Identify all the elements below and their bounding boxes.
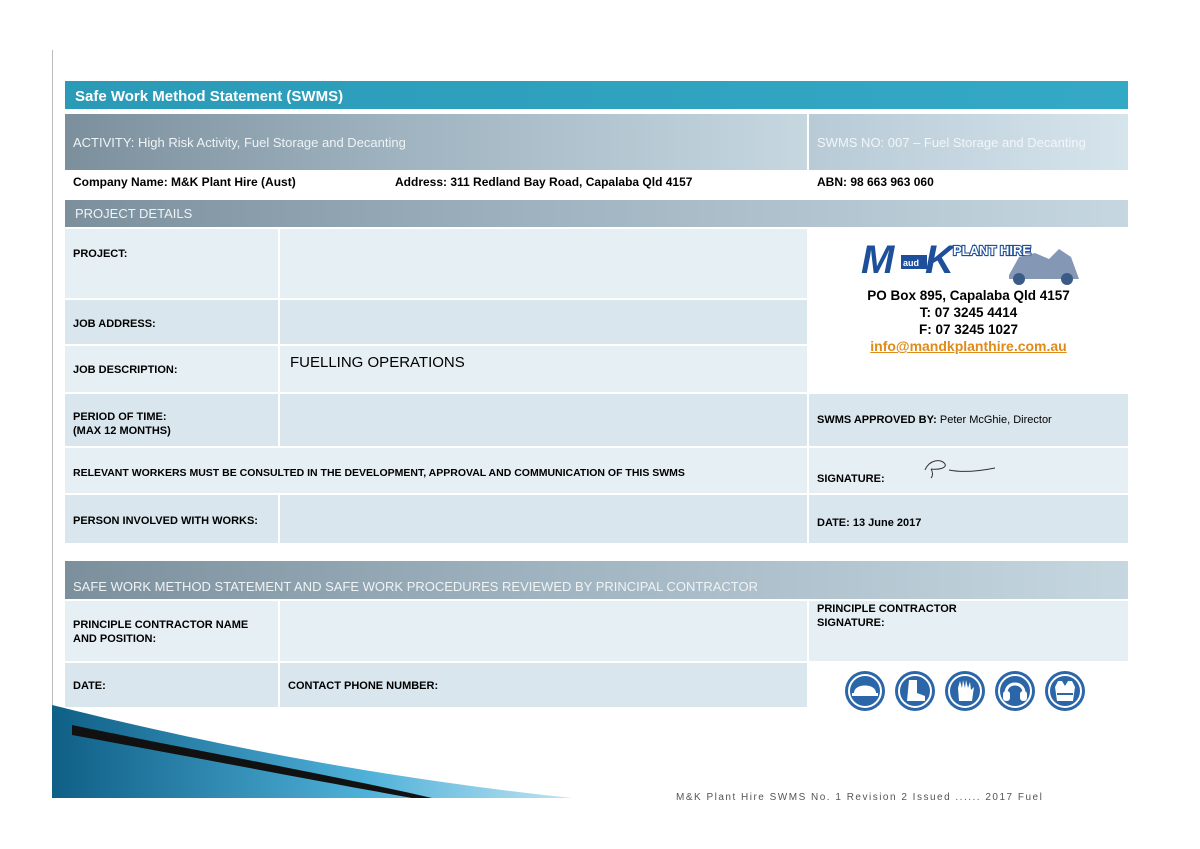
consultation-notice: RELEVANT WORKERS MUST BE CONSULTED IN THE DEVELOPMENT, APPROVAL AND COMMUNICATION OF THIS SWMS	[73, 467, 685, 479]
email-link[interactable]: info@mandkplanthire.com.au	[870, 338, 1067, 354]
hard-hat-icon	[845, 671, 885, 711]
company-contact-block	[809, 229, 1128, 392]
company-abn: ABN: 98 663 963 060	[817, 175, 934, 189]
contractor-name-value-cell	[280, 601, 807, 661]
project-label-cell	[65, 229, 278, 298]
fax-number: F: 07 3245 1027	[918, 322, 1019, 337]
approved-by-label: SWMS APPROVED BY:	[817, 414, 937, 426]
contact-details	[809, 287, 1128, 355]
project-value-cell	[280, 229, 807, 298]
svg-text:PLANT HIRE: PLANT HIRE	[953, 243, 1031, 258]
contractor-signature-label-line1: PRINCIPLE CONTRACTOR	[817, 603, 957, 615]
contact-phone-cell	[280, 663, 807, 707]
page-margin-line	[52, 50, 53, 798]
gloves-icon	[945, 671, 985, 711]
hi-vis-vest-icon	[1045, 671, 1085, 711]
signature-cell	[809, 448, 1128, 493]
period-label-line2: (MAX 12 MONTHS)	[73, 425, 171, 437]
person-involved-label-cell	[65, 495, 278, 543]
signature-label: SIGNATURE:	[817, 473, 885, 485]
company-logo	[859, 235, 1089, 291]
contractor-name-label-line1: PRINCIPLE CONTRACTOR NAME	[73, 619, 249, 631]
ppe-icons-row	[845, 671, 1095, 715]
period-label-cell	[65, 394, 278, 446]
activity-cell	[65, 114, 807, 170]
job-address-label: JOB ADDRESS:	[73, 318, 156, 330]
job-description-label: JOB DESCRIPTION:	[73, 364, 178, 376]
principal-contractor-title: SAFE WORK METHOD STATEMENT AND SAFE WORK PROCEDURES REVIEWED BY PRINCIPAL CONTRACTOR	[73, 579, 758, 594]
project-details-title: PROJECT DETAILS	[75, 206, 193, 221]
decorative-swoosh	[52, 705, 572, 798]
swms-number-cell	[809, 114, 1128, 170]
contractor-name-label-cell	[65, 601, 278, 661]
phone-number: T: 07 3245 4414	[919, 305, 1018, 320]
contact-phone-label: CONTACT PHONE NUMBER:	[288, 680, 439, 692]
po-box: PO Box 895, Capalaba Qld 4157	[867, 288, 1070, 303]
swms-number-text: SWMS NO: 007 – Fuel Storage and Decanting	[817, 135, 1086, 150]
project-details-header	[65, 200, 1128, 227]
period-value-cell	[280, 394, 807, 446]
safety-boots-icon	[895, 671, 935, 711]
svg-text:K: K	[925, 238, 954, 282]
document-title: Safe Work Method Statement (SWMS)	[65, 81, 1128, 109]
person-involved-value-cell	[280, 495, 807, 543]
contractor-date-label: DATE:	[73, 680, 106, 692]
principal-contractor-header	[65, 561, 1128, 599]
contractor-signature-label-line2: SIGNATURE:	[817, 617, 885, 629]
job-description-value: FUELLING OPERATIONS	[290, 354, 465, 371]
contractor-name-label-line2: AND POSITION:	[73, 633, 157, 645]
job-description-label-cell	[65, 346, 278, 392]
page-footer: M&K Plant Hire SWMS No. 1 Revision 2 Issued ...... 2017 Fuel	[676, 792, 1044, 803]
company-address: Address: 311 Redland Bay Road, Capalaba Qld 4157	[395, 175, 693, 189]
date-cell	[809, 495, 1128, 543]
job-address-value-cell	[280, 300, 807, 344]
job-description-value-cell	[280, 346, 807, 392]
person-involved-label: PERSON INVOLVED WITH WORKS:	[73, 515, 258, 527]
job-address-label-cell	[65, 300, 278, 344]
svg-text:M: M	[861, 238, 895, 282]
date-value: 13 June 2017	[852, 517, 922, 529]
svg-text:aud: aud	[903, 258, 920, 268]
contractor-signature-cell	[809, 601, 1128, 661]
activity-text: ACTIVITY: High Risk Activity, Fuel Storage and Decanting	[73, 135, 406, 150]
ear-protection-icon	[995, 671, 1035, 711]
period-label-line1: PERIOD OF TIME:	[73, 411, 167, 423]
project-label: PROJECT:	[73, 248, 128, 260]
approved-by-value: Peter McGhie, Director	[939, 414, 1052, 426]
handwritten-signature	[919, 456, 999, 480]
approved-by-cell	[809, 394, 1128, 446]
date-label: DATE:	[817, 517, 850, 529]
company-name: Company Name: M&K Plant Hire (Aust)	[73, 175, 296, 189]
contractor-date-label-cell	[65, 663, 278, 707]
consultation-notice-cell	[65, 448, 807, 493]
